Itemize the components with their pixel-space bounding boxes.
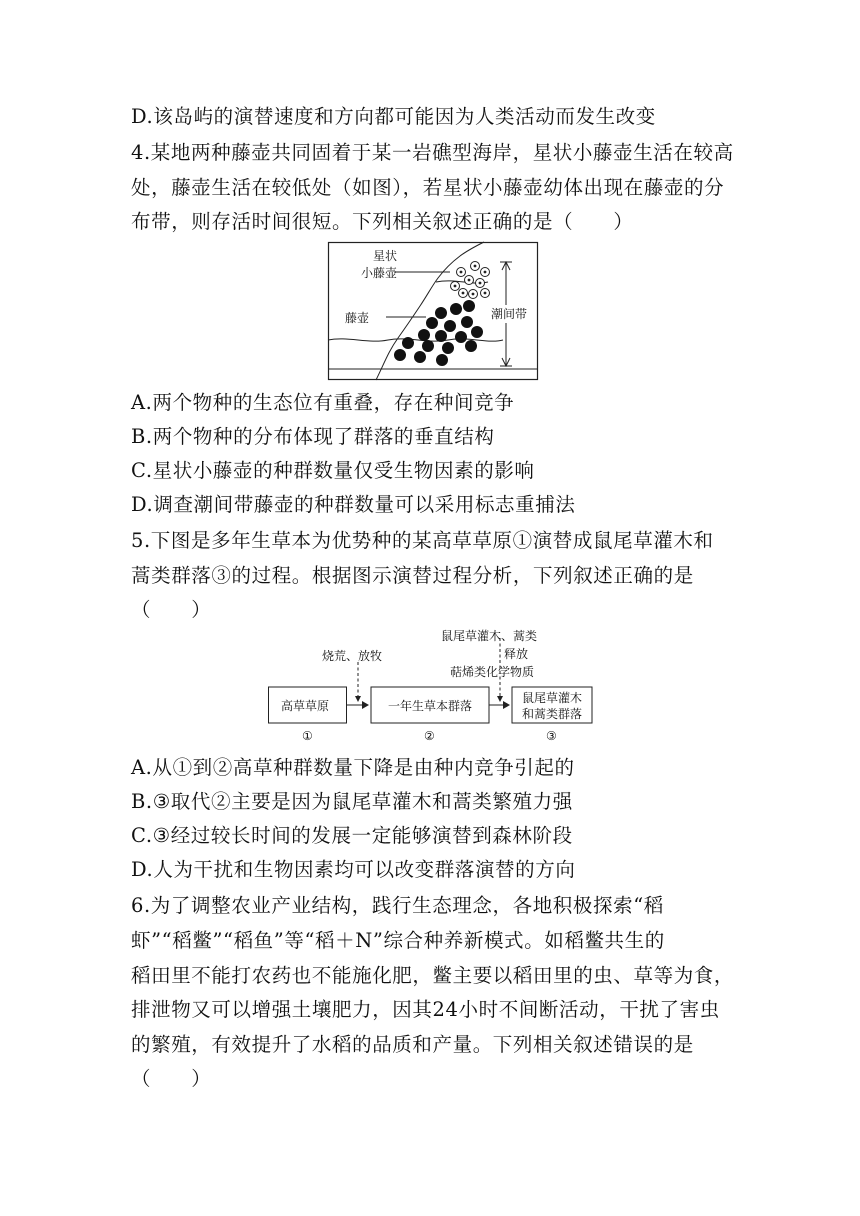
num-3: ③ bbox=[546, 729, 557, 743]
option-5d: D.人为干扰和生物因素均可以改变群落演替的方向 bbox=[131, 858, 576, 881]
question-6-stem-line-2: 虾”“稻鳖”“稻鱼”等“稻＋N”综合种养新模式。如稻鳖共生的 bbox=[131, 929, 665, 952]
label-terpene-chemicals: 萜烯类化学物质 bbox=[450, 665, 535, 679]
label-barnacle: 藤壶 bbox=[345, 311, 370, 325]
option-3d: D.该岛屿的演替速度和方向都可能因为人类活动而发生改变 bbox=[131, 105, 656, 128]
label-sage-release-2: 释放 bbox=[504, 647, 529, 661]
question-6-stem-line-4: 排泄物又可以增强土壤肥力，因其24小时不间断活动，干扰了害虫 bbox=[131, 998, 720, 1021]
option-5c: C.③经过较长时间的发展一定能够演替到森林阶段 bbox=[131, 824, 573, 847]
num-1: ① bbox=[302, 729, 313, 743]
label-sage-release-1: 鼠尾草灌木、蒿类 bbox=[441, 629, 538, 643]
option-5b: B.③取代②主要是因为鼠尾草灌木和蒿类繁殖力强 bbox=[131, 790, 573, 813]
succession-flow-figure bbox=[268, 628, 593, 746]
box-3-label-2: 和蒿类群落 bbox=[522, 707, 583, 721]
option-4d: D.调查潮间带藤壶的种群数量可以采用标志重捕法 bbox=[131, 493, 576, 516]
question-5-answer-bracket: （ ） bbox=[131, 598, 212, 621]
box-3-label-1: 鼠尾草灌木 bbox=[522, 691, 583, 705]
label-star-barnacle-1: 星状 bbox=[373, 249, 398, 263]
question-6-stem-line-5: 的繁殖，有效提升了水稻的品质和产量。下列相关叙述错误的是 bbox=[131, 1033, 694, 1056]
question-5-stem-line-1: 5.下图是多年生草本为优势种的某高草草原①演替成鼠尾草灌木和 bbox=[131, 529, 714, 552]
option-4c: C.星状小藤壶的种群数量仅受生物因素的影响 bbox=[131, 459, 535, 482]
label-intertidal-zone: 潮间带 bbox=[491, 307, 528, 321]
label-star-barnacle-2: 小藤壶 bbox=[361, 266, 398, 280]
question-6-stem-line-3: 稻田里不能打农药也不能施化肥，鳖主要以稻田里的虫、草等为食， bbox=[131, 964, 735, 987]
barnacle-distribution-figure bbox=[328, 242, 538, 380]
question-4-stem-line-2: 处，藤壶生活在较低处（如图），若星状小藤壶幼体出现在藤壶的分 bbox=[131, 176, 725, 199]
question-6-stem-line-1: 6.为了调整农业产业结构，践行生态理念，各地积极探索“稻 bbox=[131, 894, 664, 917]
num-2: ② bbox=[424, 729, 435, 743]
question-6-answer-bracket: （ ） bbox=[131, 1067, 212, 1090]
box-2-label: 一年生草本群落 bbox=[388, 699, 473, 713]
question-4-stem-line-3: 布带，则存活时间很短。下列相关叙述正确的是（ ） bbox=[131, 210, 634, 233]
label-burning-grazing: 烧荒、放牧 bbox=[322, 649, 383, 663]
option-4b: B.两个物种的分布体现了群落的垂直结构 bbox=[131, 425, 495, 448]
question-4-stem-line-1: 4.某地两种藤壶共同固着于某一岩礁型海岸，星状小藤壶生活在较高 bbox=[131, 141, 734, 164]
option-4a: A.两个物种的生态位有重叠，存在种间竞争 bbox=[131, 391, 515, 414]
question-5-stem-line-2: 蒿类群落③的过程。根据图示演替过程分析，下列叙述正确的是 bbox=[131, 564, 694, 587]
option-5a: A.从①到②高草种群数量下降是由种内竞争引起的 bbox=[131, 756, 575, 779]
box-1-label: 高草草原 bbox=[281, 699, 330, 713]
